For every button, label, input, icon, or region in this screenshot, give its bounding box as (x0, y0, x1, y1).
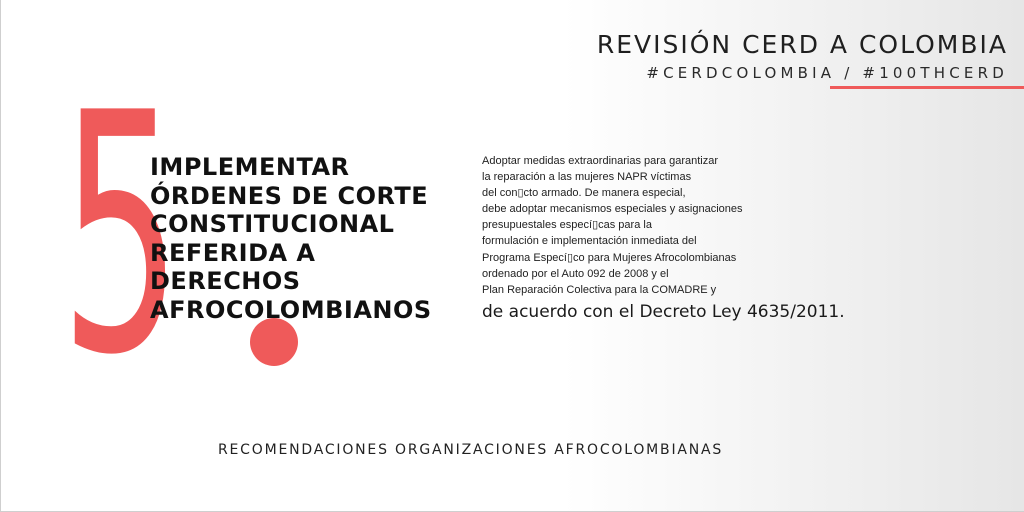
decree-reference: de acuerdo con el Decreto Ley 4635/2011. (482, 302, 845, 322)
heading-line: REFERIDA A (150, 238, 316, 267)
heading-line: ÓRDENES DE CORTE (150, 181, 429, 210)
recommendation-heading (150, 153, 432, 324)
heading-line: IMPLEMENTAR (150, 153, 350, 181)
heading-line: AFROCOLOMBIANOS (150, 295, 432, 324)
heading-line: DERECHOS (150, 267, 301, 295)
accent-underline (830, 86, 1024, 89)
body-line: presupuestales especí▯cas para la (482, 219, 652, 232)
body-line: Programa Especí▯co para Mujeres Afrocolombianas (482, 251, 737, 264)
number-period-dot (250, 318, 298, 366)
heading-line: CONSTITUCIONAL (150, 210, 395, 238)
body-line: debe adoptar mecanismos especiales y asignaciones (482, 203, 743, 216)
body-line: del con▯cto armado. De manera especial, (482, 187, 686, 200)
body-line: formulación e implementación inmediata del (482, 235, 697, 248)
body-line: Adoptar medidas extraordinarias para garantizar (482, 155, 719, 167)
body-line: la reparación a las mujeres NAPR víctimas (482, 171, 692, 184)
recommendation-body (482, 153, 743, 298)
body-line: ordenado por el Auto 092 de 2008 y el (482, 267, 669, 280)
body-line: Plan Reparación Colectiva para la COMADRE y (482, 283, 717, 296)
footer-caption: RECOMENDACIONES ORGANIZACIONES AFROCOLOMBIANAS (218, 442, 724, 458)
recommendation-number: 5 (60, 43, 182, 427)
header-hashtags: #CERDCOLOMBIA / #100THCERD (646, 64, 1008, 82)
header-title: REVISIÓN CERD A COLOMBIA (596, 30, 1008, 59)
